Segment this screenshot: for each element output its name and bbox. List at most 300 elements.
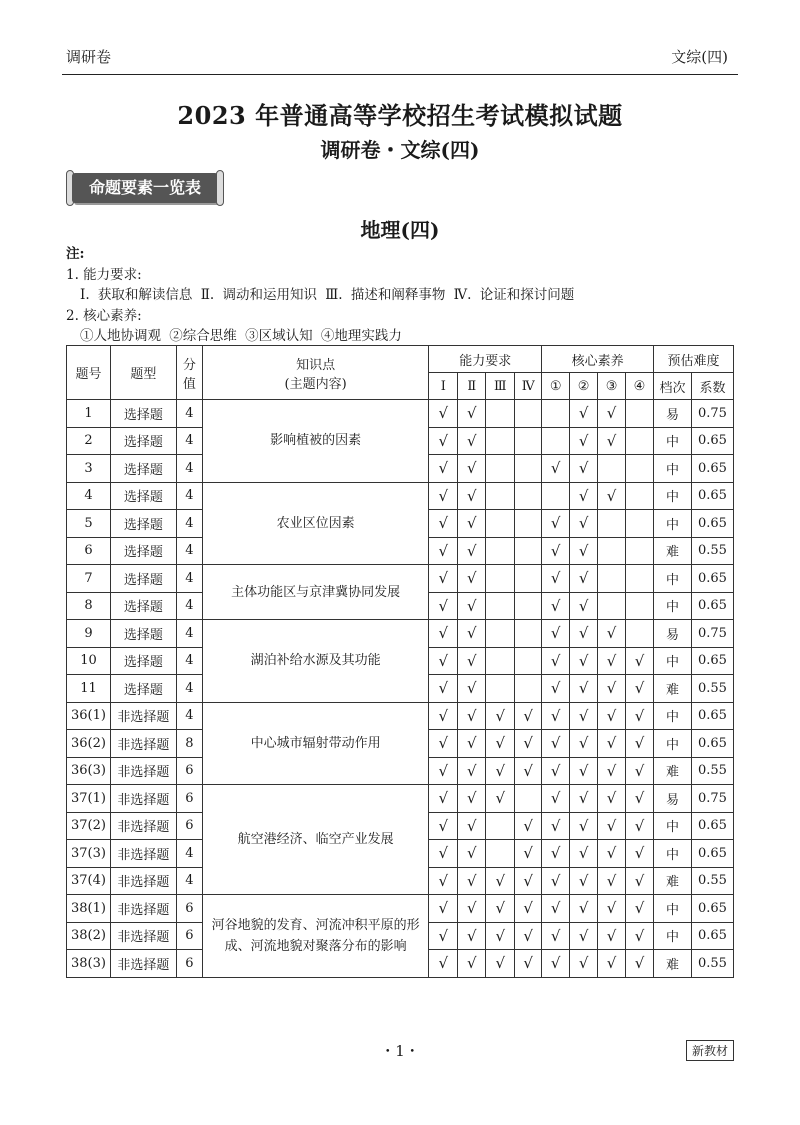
header-topic-main: 知识点 bbox=[296, 357, 336, 373]
ability-title: 1. 能力要求: bbox=[66, 266, 142, 283]
cell-core-1: √ bbox=[542, 537, 570, 565]
cell-core-4 bbox=[626, 482, 654, 510]
cell-core-2: √ bbox=[570, 730, 598, 758]
cell-ability-3: √ bbox=[486, 757, 515, 785]
cell-topic: 中心城市辐射带动作用 bbox=[202, 702, 429, 785]
cell-ability-2: √ bbox=[458, 647, 486, 675]
cell-coef: 0.65 bbox=[691, 427, 733, 455]
header-ability-1: Ⅰ bbox=[429, 373, 458, 400]
cell-ability-2: √ bbox=[458, 400, 486, 428]
cell-ability-3 bbox=[486, 812, 515, 840]
table-row bbox=[67, 785, 734, 813]
cell-score: 6 bbox=[176, 785, 202, 813]
banner-label: 命题要素一览表 bbox=[72, 173, 218, 203]
cell-core-3: √ bbox=[598, 757, 626, 785]
cell-core-3: √ bbox=[598, 400, 626, 428]
cell-core-1 bbox=[542, 427, 570, 455]
cell-num: 11 bbox=[67, 675, 111, 703]
cell-coef: 0.55 bbox=[691, 537, 733, 565]
cell-core-4 bbox=[626, 565, 654, 593]
cell-ability-3 bbox=[486, 482, 515, 510]
cell-score: 4 bbox=[176, 620, 202, 648]
header-num: 题号 bbox=[67, 346, 111, 400]
cell-ability-1: √ bbox=[429, 867, 458, 895]
cell-core-3: √ bbox=[598, 922, 626, 950]
cell-level: 难 bbox=[653, 537, 691, 565]
cell-coef: 0.65 bbox=[691, 565, 733, 593]
cell-type: 非选择题 bbox=[110, 895, 176, 923]
cell-type: 选择题 bbox=[110, 400, 176, 428]
cell-core-1: √ bbox=[542, 620, 570, 648]
cell-core-1: √ bbox=[542, 592, 570, 620]
cell-ability-3 bbox=[486, 592, 515, 620]
cell-core-2: √ bbox=[570, 675, 598, 703]
cell-ability-4 bbox=[515, 620, 542, 648]
header-level: 档次 bbox=[653, 373, 691, 400]
cell-score: 4 bbox=[176, 510, 202, 538]
header-ability: 能力要求 bbox=[429, 346, 542, 373]
header-right: 文综(四) bbox=[671, 48, 728, 66]
cell-type: 选择题 bbox=[110, 510, 176, 538]
cell-ability-3 bbox=[486, 647, 515, 675]
cell-ability-2: √ bbox=[458, 537, 486, 565]
cell-core-3 bbox=[598, 510, 626, 538]
cell-core-2: √ bbox=[570, 922, 598, 950]
cell-score: 4 bbox=[176, 647, 202, 675]
cell-num: 1 bbox=[67, 400, 111, 428]
cell-ability-3 bbox=[486, 455, 515, 483]
cell-core-1: √ bbox=[542, 675, 570, 703]
cell-type: 选择题 bbox=[110, 455, 176, 483]
header-score: 分值 bbox=[176, 346, 202, 400]
cell-ability-4: √ bbox=[515, 950, 542, 978]
cell-ability-3 bbox=[486, 427, 515, 455]
cell-num: 5 bbox=[67, 510, 111, 538]
cell-coef: 0.65 bbox=[691, 895, 733, 923]
cell-ability-1: √ bbox=[429, 455, 458, 483]
cell-ability-1: √ bbox=[429, 647, 458, 675]
header-type: 题型 bbox=[110, 346, 176, 400]
cell-core-3: √ bbox=[598, 950, 626, 978]
cell-core-2: √ bbox=[570, 840, 598, 868]
cell-ability-4: √ bbox=[515, 730, 542, 758]
cell-core-4: √ bbox=[626, 840, 654, 868]
cell-core-3: √ bbox=[598, 427, 626, 455]
cell-core-3: √ bbox=[598, 620, 626, 648]
cell-core-3 bbox=[598, 565, 626, 593]
scroll-curl-right bbox=[216, 170, 224, 206]
cell-level: 中 bbox=[653, 455, 691, 483]
cell-ability-1: √ bbox=[429, 757, 458, 785]
cell-core-1: √ bbox=[542, 510, 570, 538]
cell-ability-1: √ bbox=[429, 840, 458, 868]
header-ability-4: Ⅳ bbox=[515, 373, 542, 400]
cell-coef: 0.55 bbox=[691, 867, 733, 895]
cell-ability-2: √ bbox=[458, 785, 486, 813]
cell-coef: 0.55 bbox=[691, 950, 733, 978]
cell-core-3: √ bbox=[598, 867, 626, 895]
cell-ability-1: √ bbox=[429, 702, 458, 730]
cell-score: 4 bbox=[176, 455, 202, 483]
cell-ability-2: √ bbox=[458, 482, 486, 510]
cell-ability-1: √ bbox=[429, 620, 458, 648]
cell-ability-2: √ bbox=[458, 895, 486, 923]
cell-ability-4 bbox=[515, 647, 542, 675]
cell-core-3: √ bbox=[598, 785, 626, 813]
cell-core-2: √ bbox=[570, 620, 598, 648]
ability-items: Ⅰ. 获取和解读信息 Ⅱ. 调动和运用知识 Ⅲ. 描述和阐释事物 Ⅳ. 论证和探讨问题 bbox=[80, 287, 575, 303]
cell-topic: 航空港经济、临空产业发展 bbox=[202, 785, 429, 895]
cell-core-2: √ bbox=[570, 812, 598, 840]
cell-core-1: √ bbox=[542, 565, 570, 593]
cell-level: 难 bbox=[653, 675, 691, 703]
cell-score: 4 bbox=[176, 537, 202, 565]
cell-score: 4 bbox=[176, 867, 202, 895]
cell-ability-2: √ bbox=[458, 950, 486, 978]
core-items: ①人地协调观 ②综合思维 ③区域认知 ④地理实践力 bbox=[80, 328, 402, 344]
header-ability-2: Ⅱ bbox=[458, 373, 486, 400]
cell-core-4 bbox=[626, 455, 654, 483]
cell-ability-4: √ bbox=[515, 757, 542, 785]
table-row bbox=[67, 482, 734, 510]
cell-coef: 0.65 bbox=[691, 482, 733, 510]
cell-score: 6 bbox=[176, 922, 202, 950]
cell-ability-2: √ bbox=[458, 922, 486, 950]
cell-core-1: √ bbox=[542, 757, 570, 785]
cell-type: 非选择题 bbox=[110, 730, 176, 758]
cell-core-2: √ bbox=[570, 455, 598, 483]
cell-coef: 0.65 bbox=[691, 647, 733, 675]
cell-num: 37(3) bbox=[67, 840, 111, 868]
cell-core-2: √ bbox=[570, 785, 598, 813]
cell-ability-2: √ bbox=[458, 510, 486, 538]
cell-core-2: √ bbox=[570, 565, 598, 593]
cell-ability-3: √ bbox=[486, 702, 515, 730]
cell-core-2: √ bbox=[570, 867, 598, 895]
cell-level: 中 bbox=[653, 702, 691, 730]
cell-ability-2: √ bbox=[458, 702, 486, 730]
cell-topic: 湖泊补给水源及其功能 bbox=[202, 620, 429, 703]
cell-level: 中 bbox=[653, 647, 691, 675]
cell-ability-4 bbox=[515, 455, 542, 483]
cell-coef: 0.55 bbox=[691, 675, 733, 703]
cell-ability-4 bbox=[515, 482, 542, 510]
cell-core-1: √ bbox=[542, 730, 570, 758]
cell-core-1: √ bbox=[542, 785, 570, 813]
cell-core-4: √ bbox=[626, 867, 654, 895]
cell-level: 中 bbox=[653, 922, 691, 950]
cell-coef: 0.65 bbox=[691, 812, 733, 840]
cell-ability-3 bbox=[486, 537, 515, 565]
cell-level: 难 bbox=[653, 867, 691, 895]
cell-coef: 0.75 bbox=[691, 400, 733, 428]
edition-badge: 新教材 bbox=[686, 1040, 734, 1061]
cell-level: 易 bbox=[653, 400, 691, 428]
cell-core-2: √ bbox=[570, 427, 598, 455]
header-coef: 系数 bbox=[691, 373, 733, 400]
table-row bbox=[67, 895, 734, 923]
cell-type: 非选择题 bbox=[110, 950, 176, 978]
table-body bbox=[67, 400, 734, 978]
header-core-4: ④ bbox=[626, 373, 654, 400]
cell-ability-4 bbox=[515, 400, 542, 428]
cell-type: 选择题 bbox=[110, 482, 176, 510]
cell-core-4: √ bbox=[626, 812, 654, 840]
cell-type: 选择题 bbox=[110, 592, 176, 620]
cell-score: 8 bbox=[176, 730, 202, 758]
cell-core-1: √ bbox=[542, 867, 570, 895]
cell-ability-2: √ bbox=[458, 455, 486, 483]
cell-ability-1: √ bbox=[429, 730, 458, 758]
cell-level: 难 bbox=[653, 757, 691, 785]
cell-type: 非选择题 bbox=[110, 840, 176, 868]
cell-ability-1: √ bbox=[429, 537, 458, 565]
cell-core-3: √ bbox=[598, 812, 626, 840]
cell-ability-4 bbox=[515, 537, 542, 565]
cell-num: 37(2) bbox=[67, 812, 111, 840]
cell-num: 36(3) bbox=[67, 757, 111, 785]
cell-ability-2: √ bbox=[458, 840, 486, 868]
cell-num: 8 bbox=[67, 592, 111, 620]
cell-level: 中 bbox=[653, 482, 691, 510]
page-number: ・1・ bbox=[380, 1042, 420, 1060]
cell-core-3 bbox=[598, 592, 626, 620]
cell-level: 中 bbox=[653, 427, 691, 455]
cell-ability-2: √ bbox=[458, 675, 486, 703]
cell-core-1: √ bbox=[542, 840, 570, 868]
cell-core-1: √ bbox=[542, 922, 570, 950]
cell-ability-4 bbox=[515, 427, 542, 455]
cell-ability-2: √ bbox=[458, 427, 486, 455]
cell-core-3: √ bbox=[598, 702, 626, 730]
cell-type: 非选择题 bbox=[110, 785, 176, 813]
cell-ability-3 bbox=[486, 620, 515, 648]
cell-core-3: √ bbox=[598, 895, 626, 923]
cell-ability-1: √ bbox=[429, 427, 458, 455]
cell-core-3: √ bbox=[598, 647, 626, 675]
table-row bbox=[67, 702, 734, 730]
cell-ability-1: √ bbox=[429, 812, 458, 840]
cell-ability-4: √ bbox=[515, 840, 542, 868]
cell-score: 4 bbox=[176, 400, 202, 428]
cell-ability-1: √ bbox=[429, 510, 458, 538]
cell-topic: 主体功能区与京津冀协同发展 bbox=[202, 565, 429, 620]
cell-type: 非选择题 bbox=[110, 757, 176, 785]
cell-core-3: √ bbox=[598, 840, 626, 868]
cell-core-2: √ bbox=[570, 400, 598, 428]
header-left: 调研卷 bbox=[66, 48, 112, 66]
cell-coef: 0.55 bbox=[691, 757, 733, 785]
cell-core-2: √ bbox=[570, 895, 598, 923]
cell-ability-3: √ bbox=[486, 785, 515, 813]
cell-core-2: √ bbox=[570, 482, 598, 510]
cell-core-2: √ bbox=[570, 702, 598, 730]
cell-core-3: √ bbox=[598, 730, 626, 758]
cell-type: 选择题 bbox=[110, 675, 176, 703]
cell-ability-2: √ bbox=[458, 812, 486, 840]
cell-level: 难 bbox=[653, 950, 691, 978]
cell-ability-1: √ bbox=[429, 565, 458, 593]
cell-score: 4 bbox=[176, 565, 202, 593]
cell-core-1 bbox=[542, 482, 570, 510]
cell-ability-4 bbox=[515, 510, 542, 538]
cell-ability-2: √ bbox=[458, 592, 486, 620]
cell-core-1: √ bbox=[542, 950, 570, 978]
cell-score: 6 bbox=[176, 895, 202, 923]
cell-type: 选择题 bbox=[110, 537, 176, 565]
cell-num: 38(3) bbox=[67, 950, 111, 978]
cell-core-1: √ bbox=[542, 455, 570, 483]
header-core-1: ① bbox=[542, 373, 570, 400]
cell-coef: 0.65 bbox=[691, 922, 733, 950]
cell-core-2: √ bbox=[570, 510, 598, 538]
cell-core-4: √ bbox=[626, 785, 654, 813]
header-difficulty: 预估难度 bbox=[653, 346, 733, 373]
cell-score: 4 bbox=[176, 427, 202, 455]
page-subtitle: 调研卷・文综(四) bbox=[320, 138, 480, 162]
cell-core-4 bbox=[626, 620, 654, 648]
cell-level: 中 bbox=[653, 565, 691, 593]
cell-core-4: √ bbox=[626, 757, 654, 785]
cell-ability-2: √ bbox=[458, 757, 486, 785]
cell-num: 36(1) bbox=[67, 702, 111, 730]
cell-core-4: √ bbox=[626, 675, 654, 703]
header-topic bbox=[202, 346, 429, 400]
cell-score: 4 bbox=[176, 592, 202, 620]
cell-num: 6 bbox=[67, 537, 111, 565]
cell-ability-1: √ bbox=[429, 675, 458, 703]
cell-score: 4 bbox=[176, 482, 202, 510]
header-ability-3: Ⅲ bbox=[486, 373, 515, 400]
cell-score: 6 bbox=[176, 950, 202, 978]
cell-type: 选择题 bbox=[110, 427, 176, 455]
cell-core-2: √ bbox=[570, 757, 598, 785]
cell-core-4: √ bbox=[626, 895, 654, 923]
cell-level: 中 bbox=[653, 895, 691, 923]
section-title: 地理(四) bbox=[360, 218, 440, 242]
cell-ability-3 bbox=[486, 565, 515, 593]
cell-core-4: √ bbox=[626, 647, 654, 675]
cell-level: 中 bbox=[653, 840, 691, 868]
cell-score: 4 bbox=[176, 840, 202, 868]
cell-coef: 0.65 bbox=[691, 592, 733, 620]
cell-ability-3: √ bbox=[486, 922, 515, 950]
cell-ability-4 bbox=[515, 592, 542, 620]
notes-block bbox=[66, 244, 574, 347]
cell-core-3 bbox=[598, 537, 626, 565]
header-core-2: ② bbox=[570, 373, 598, 400]
cell-num: 38(1) bbox=[67, 895, 111, 923]
cell-coef: 0.65 bbox=[691, 702, 733, 730]
cell-num: 3 bbox=[67, 455, 111, 483]
cell-ability-3 bbox=[486, 840, 515, 868]
cell-level: 易 bbox=[653, 620, 691, 648]
cell-ability-4: √ bbox=[515, 922, 542, 950]
cell-ability-1: √ bbox=[429, 895, 458, 923]
cell-ability-4 bbox=[515, 565, 542, 593]
cell-core-2: √ bbox=[570, 647, 598, 675]
cell-coef: 0.75 bbox=[691, 785, 733, 813]
cell-type: 选择题 bbox=[110, 647, 176, 675]
cell-num: 10 bbox=[67, 647, 111, 675]
cell-level: 中 bbox=[653, 510, 691, 538]
section-banner bbox=[66, 170, 224, 206]
table-row bbox=[67, 565, 734, 593]
page-title: 2023 年普通高等学校招生考试模拟试题 bbox=[177, 101, 623, 130]
cell-core-4 bbox=[626, 427, 654, 455]
cell-core-2: √ bbox=[570, 537, 598, 565]
cell-core-4: √ bbox=[626, 950, 654, 978]
cell-ability-1: √ bbox=[429, 400, 458, 428]
cell-core-1: √ bbox=[542, 647, 570, 675]
cell-core-1: √ bbox=[542, 702, 570, 730]
cell-score: 6 bbox=[176, 757, 202, 785]
cell-core-1: √ bbox=[542, 895, 570, 923]
cell-core-4 bbox=[626, 400, 654, 428]
cell-ability-3: √ bbox=[486, 867, 515, 895]
cell-ability-4 bbox=[515, 675, 542, 703]
cell-topic: 河谷地貌的发育、河流冲积平原的形成、河流地貌对聚落分布的影响 bbox=[202, 895, 429, 978]
cell-ability-4: √ bbox=[515, 867, 542, 895]
header-core-3: ③ bbox=[598, 373, 626, 400]
cell-level: 中 bbox=[653, 592, 691, 620]
cell-num: 37(1) bbox=[67, 785, 111, 813]
cell-core-3: √ bbox=[598, 675, 626, 703]
cell-ability-4: √ bbox=[515, 895, 542, 923]
cell-ability-1: √ bbox=[429, 950, 458, 978]
table-row bbox=[67, 620, 734, 648]
cell-ability-1: √ bbox=[429, 482, 458, 510]
cell-num: 4 bbox=[67, 482, 111, 510]
cell-type: 非选择题 bbox=[110, 867, 176, 895]
cell-core-4 bbox=[626, 510, 654, 538]
cell-num: 9 bbox=[67, 620, 111, 648]
cell-ability-4: √ bbox=[515, 702, 542, 730]
header-topic-sub: (主题内容) bbox=[284, 376, 347, 392]
cell-topic: 影响植被的因素 bbox=[202, 400, 429, 483]
cell-ability-3: √ bbox=[486, 950, 515, 978]
cell-ability-2: √ bbox=[458, 730, 486, 758]
cell-coef: 0.75 bbox=[691, 620, 733, 648]
cell-ability-4: √ bbox=[515, 812, 542, 840]
cell-score: 4 bbox=[176, 675, 202, 703]
core-title: 2. 核心素养: bbox=[66, 307, 142, 324]
cell-ability-3 bbox=[486, 510, 515, 538]
cell-ability-2: √ bbox=[458, 565, 486, 593]
cell-score: 6 bbox=[176, 812, 202, 840]
cell-core-4 bbox=[626, 537, 654, 565]
header-core: 核心素养 bbox=[542, 346, 654, 373]
cell-num: 38(2) bbox=[67, 922, 111, 950]
cell-type: 非选择题 bbox=[110, 922, 176, 950]
cell-core-4: √ bbox=[626, 922, 654, 950]
cell-ability-1: √ bbox=[429, 592, 458, 620]
cell-core-3 bbox=[598, 455, 626, 483]
cell-core-1 bbox=[542, 400, 570, 428]
cell-core-4: √ bbox=[626, 702, 654, 730]
cell-core-4 bbox=[626, 592, 654, 620]
cell-core-4: √ bbox=[626, 730, 654, 758]
cell-ability-3 bbox=[486, 675, 515, 703]
cell-coef: 0.65 bbox=[691, 840, 733, 868]
cell-coef: 0.65 bbox=[691, 455, 733, 483]
cell-core-1: √ bbox=[542, 812, 570, 840]
cell-ability-2: √ bbox=[458, 620, 486, 648]
cell-coef: 0.65 bbox=[691, 730, 733, 758]
cell-type: 选择题 bbox=[110, 565, 176, 593]
cell-ability-3: √ bbox=[486, 730, 515, 758]
cell-level: 易 bbox=[653, 785, 691, 813]
